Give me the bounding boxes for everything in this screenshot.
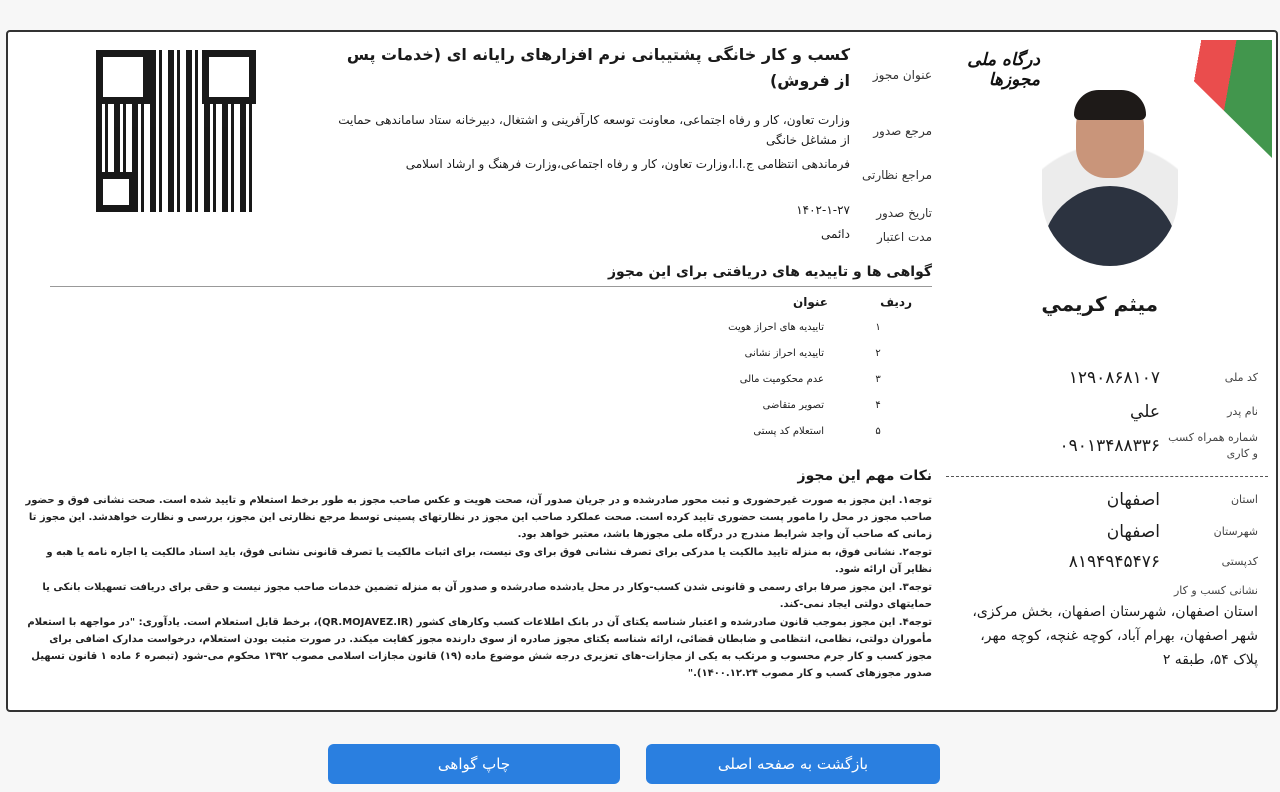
supervisors-row: [330, 154, 932, 182]
supervisors-label: مراجع نظارتی: [862, 168, 932, 182]
license-card: [6, 30, 1278, 712]
issue-date-row: [330, 200, 932, 220]
national-code-label: کد ملی: [1224, 371, 1258, 384]
father-name-value: علي: [1130, 402, 1160, 422]
validity-value: دائمی: [821, 227, 850, 241]
phone-row: [958, 430, 1258, 462]
row-title: عدم محکومیت مالی: [739, 374, 824, 385]
notes-list: [22, 492, 932, 683]
col-title-header: عنوان: [793, 295, 828, 309]
brand-logo: درگاه ملی مجوزها: [967, 50, 1040, 90]
note-item: توجه۳. این مجوز صرفا برای رسمی و قانونی شدن کسب-وکار در محل یادشده صادرشده و صدور آن به منزله تضمین خدمات صاحب مجوز نیست و حقی برای دریافت تسهیلات بانکی یا حمایتهای دولتی ایجاد نمی-کند.: [42, 582, 932, 610]
table-row: [745, 348, 932, 359]
notes-title: نکات مهم این مجوز: [797, 468, 932, 484]
issue-date-value: ۱۴۰۲-۱-۲۷: [796, 203, 850, 217]
row-index: ۴: [875, 400, 881, 411]
national-code-row: [958, 368, 1258, 388]
address-value: استان اصفهان، شهرستان اصفهان، بخش مرکزی، شهر اصفهان، بهرام آباد، کوچه غنچه، کوچه مهر، پلاک ۵۴، طبقه ۲: [972, 604, 1258, 668]
supervisors-value: فرماندهی انتظامی ج.ا.ا،وزارت تعاون، کار و رفاه اجتماعی،وزارت فرهنگ و ارشاد اسلامی: [405, 157, 850, 171]
certs-title: گواهی ها و تاییدیه های دریافتی برای این مجوز: [607, 264, 932, 280]
city-value: اصفهان: [1106, 522, 1160, 542]
province-row: [958, 490, 1258, 510]
table-row: [763, 400, 932, 411]
back-home-button[interactable]: بازگشت به صفحه اصلی: [646, 744, 940, 784]
col-index-header: ردیف: [880, 295, 912, 309]
row-index: ۲: [875, 348, 881, 359]
phone-value: ۰۹۰۱۳۴۸۸۳۳۶: [1059, 436, 1160, 456]
province-value: اصفهان: [1106, 490, 1160, 510]
city-row: [958, 522, 1258, 542]
father-name-label: نام پدر: [1227, 405, 1258, 418]
holder-photo: [1042, 90, 1178, 266]
table-row: [740, 374, 932, 385]
row-title: استعلام کد پستی: [753, 426, 824, 437]
row-index: ۳: [875, 374, 881, 385]
license-title-label: عنوان مجوز: [872, 68, 932, 82]
note-item: توجه۱. این مجوز به صورت غیرحضوری و ثبت محور صادرشده و در جریان صدور آن، صحت هویت و عکس صاحب مجوز به طور برخط استعلام و تایید شده است. صحت نشانی فوق و حضور صاحب مجوز در محل را مامور پست حضوری تایید کرده است. صحت عملکرد صاحب این مجوز در نظارتهای پسینی توسط مرجع نظارتی این مجوز، بررسی و نظارت خواهدشد. این مجوز تا زمانی که صاحب آن واجد شرایط مندرج در درگاه ملی مجوزها باشد، معتبر خواهد بود.: [25, 495, 932, 540]
note-item: توجه۴. این مجوز بموجب قانون صادرشده و اعتبار شناسه یکتای آن در بانک اطلاعات کسب وکارهای کشور (QR.MOJAVEZ.IR)، برخط قابل استعلام است. یادآوری: "در مواجهه با استعلام مأموران دولتی، نظامی، انتظامی و ضابطان قضائی، ارائه شناسه یکتای مجوز صادره از سوی دارنده مجوز کفایت میکند. در صورت مثبت بودن استعلام، درخواست مدارک اضافی برای مجوز کسب و کار جرم محسوب و مرتکب به یکی از مجازات-های تعزیری درجه شش موضوع ماده (۱۹) قانون مجازات اسلامی مصوب ۱۳۹۲ محکوم می-شود (تبصره ۶ ماده ۱ قانون تسهیل صدور مجوزهای کسب و کار مصوب ۱۴۰۰.۱۲.۲۴).": [27, 617, 932, 679]
table-row: [753, 426, 932, 437]
print-certificate-button[interactable]: چاپ گواهی: [328, 744, 620, 784]
father-name-row: [958, 402, 1258, 422]
issue-date-label: تاریخ صدور: [876, 206, 932, 220]
city-label: شهرستان: [1213, 525, 1258, 538]
holder-panel: [946, 32, 1276, 710]
holder-name: ميثم کريمي: [1041, 292, 1158, 316]
note-item: توجه۲. نشانی فوق، به منزله تایید مالکیت یا مدرکی برای تصرف نشانی فوق برای وی نیست، برای اثبات مالکیت یا تصرف قانونی نشانی فوق، باید اسناد مالکیت یا اجاره نامه یا هبه و نظایر آن ارائه شود.: [46, 547, 932, 575]
row-title: تاییدیه احراز نشانی: [744, 348, 824, 359]
phone-label: شماره همراه کسب و کاری: [1168, 431, 1258, 460]
row-title: تاییدیه های احراز هویت: [728, 322, 824, 333]
address-label: نشانی کسب و کار: [1173, 584, 1258, 597]
province-label: استان: [1230, 493, 1258, 506]
row-title: تصویر متقاضی: [762, 400, 824, 411]
issuer-value: وزارت تعاون، کار و رفاه اجتماعی، معاونت توسعه کارآفرینی و اشتغال، دبیرخانه ستاد ساماندهی حمایت از مشاغل خانگی: [338, 113, 850, 147]
postal-label: کدپستی: [1221, 555, 1258, 568]
license-title-row: [330, 42, 932, 94]
license-title-value: کسب و کار خانگی پشتیبانی نرم افزارهای رایانه ای (خدمات پس از فروش): [346, 45, 850, 90]
qr-code[interactable]: [96, 50, 256, 212]
row-index: ۱: [875, 322, 881, 333]
validity-label: مدت اعتبار: [876, 230, 932, 244]
validity-row: [330, 224, 932, 244]
postal-value: ۸۱۹۴۹۴۵۴۷۶: [1068, 552, 1160, 572]
table-row: [728, 322, 932, 333]
row-index: ۵: [875, 426, 881, 437]
issuer-row: [330, 110, 932, 150]
issuer-label: مرجع صدور: [873, 124, 932, 138]
certs-table: [50, 286, 932, 309]
postal-row: [958, 552, 1258, 572]
divider: [946, 476, 1268, 477]
national-code-value: ۱۲۹۰۸۶۸۱۰۷: [1068, 368, 1160, 388]
